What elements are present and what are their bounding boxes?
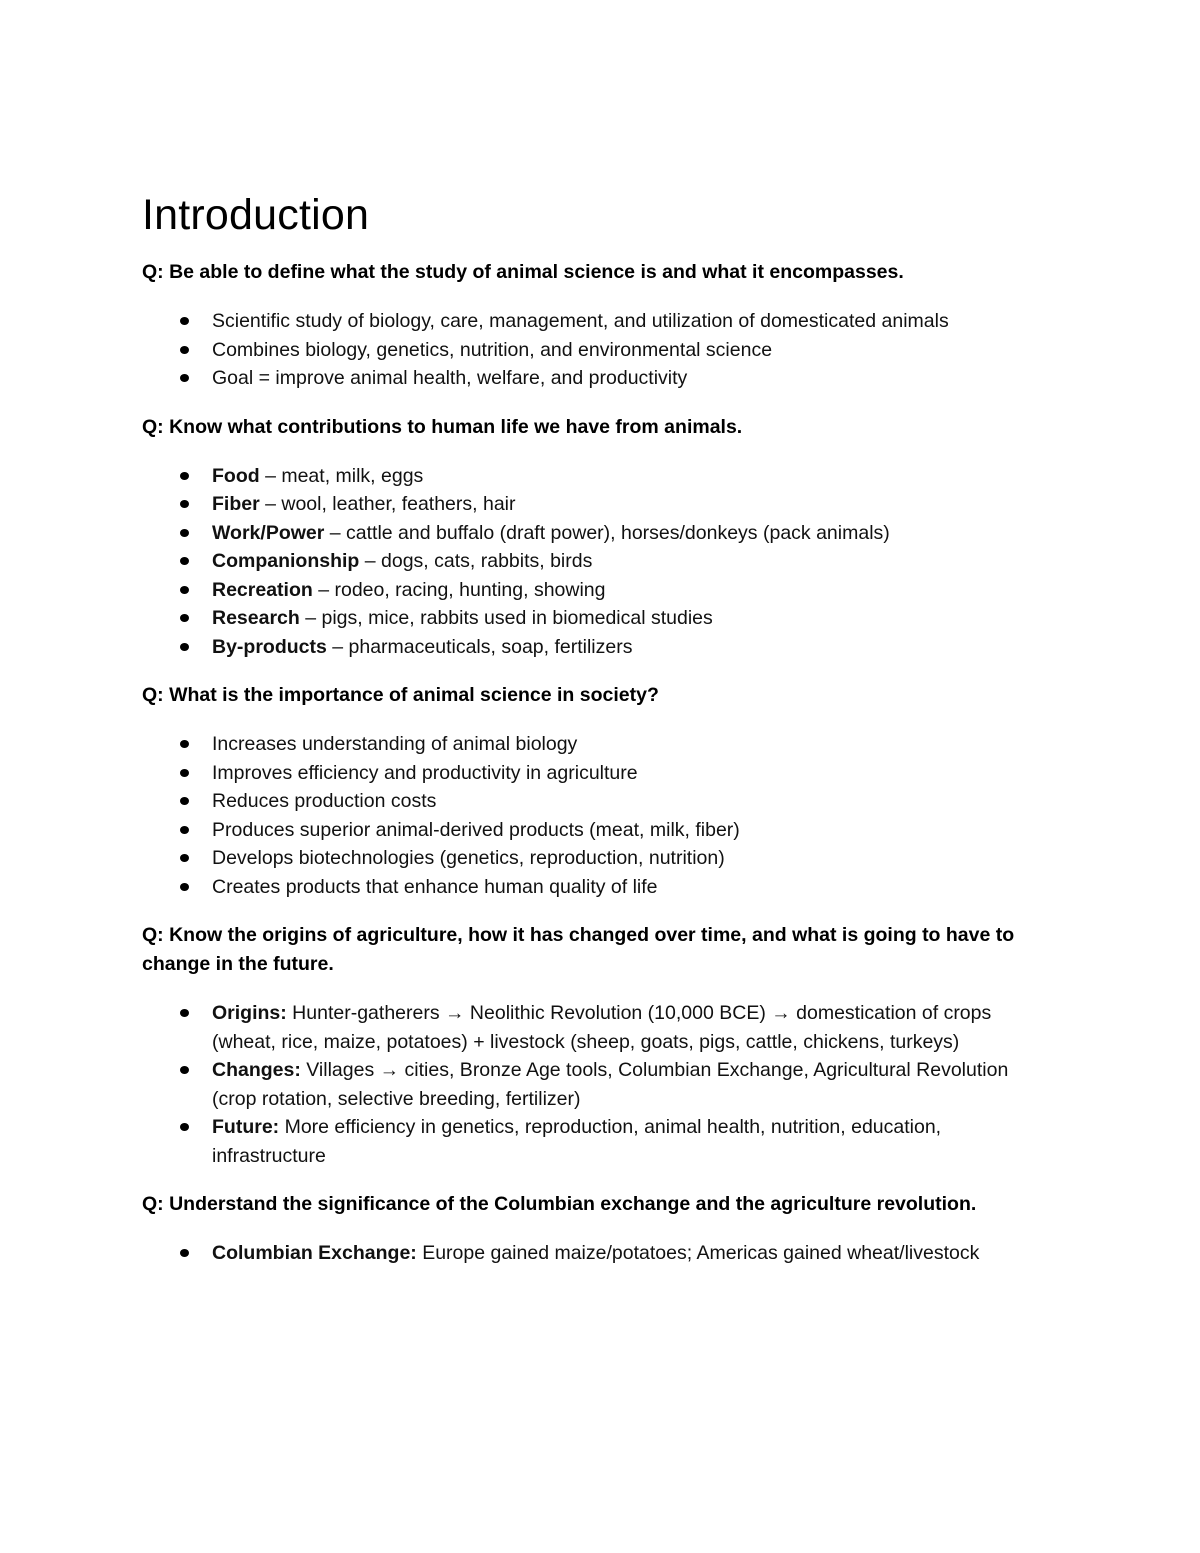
item-text: Goal = improve animal health, welfare, and productivity	[212, 367, 688, 389]
item-text: – dogs, cats, rabbits, birds	[359, 550, 593, 572]
bullet-dot-icon	[180, 586, 189, 594]
item-text: – pharmaceuticals, soap, fertilizers	[326, 635, 633, 658]
item-term: By-products	[212, 635, 327, 658]
item-term: Research	[212, 607, 300, 629]
item-text: Scientific study of biology, care, management, and utilization of domesticated animals	[212, 310, 949, 332]
item-term: Changes:	[212, 1059, 301, 1081]
bullet-dot-icon	[180, 1066, 189, 1074]
item-term: Food	[212, 464, 260, 487]
bullet-dot-icon	[180, 614, 189, 622]
page-title: Introduction	[142, 191, 370, 239]
qa-section	[142, 258, 1042, 393]
bullet-list	[142, 307, 1042, 393]
bullet-list	[142, 999, 1042, 1170]
bullet-list	[142, 730, 1042, 901]
item-text: – rodeo, racing, hunting, showing	[312, 578, 606, 601]
list-item	[142, 462, 1042, 491]
bullet-dot-icon	[180, 557, 189, 565]
item-text: – pigs, mice, rabbits used in biomedical studies	[299, 607, 713, 629]
list-item	[142, 519, 1042, 548]
item-text: Produces superior animal-derived products (meat, milk, fiber)	[212, 818, 740, 841]
list-item	[142, 730, 1042, 759]
item-text: Hunter-gatherers → Neolithic Revolution (10,000 BCE) → domestication of crops (wheat, rice, maize, potatoes) + livestock (sheep, goats, pigs, cattle, chickens, turkeys)	[212, 1002, 992, 1053]
item-text: Creates products that enhance human quality of life	[212, 875, 658, 898]
list-item	[142, 490, 1042, 519]
item-text: Increases understanding of animal biology	[212, 733, 578, 755]
bullet-dot-icon	[180, 529, 189, 537]
list-item	[142, 633, 1042, 662]
list-item	[142, 307, 1042, 336]
item-text: Villages → cities, Bronze Age tools, Columbian Exchange, Agricultural Revolution (crop rotation, selective breeding, fertilizer)	[212, 1059, 1009, 1110]
item-text: Reduces production costs	[212, 790, 437, 812]
document-page	[142, 188, 1042, 1288]
question-heading: Q: Understand the significance of the Columbian exchange and the agriculture revolution.	[142, 1193, 977, 1215]
qa-section	[142, 921, 1042, 1170]
list-item	[142, 364, 1042, 393]
item-term: Columbian Exchange:	[212, 1242, 417, 1264]
list-item	[142, 999, 1042, 1056]
bullet-dot-icon	[180, 374, 189, 382]
list-item	[142, 547, 1042, 576]
list-item	[142, 844, 1042, 873]
list-item	[142, 759, 1042, 788]
item-term: Future:	[212, 1116, 280, 1138]
item-term: Origins:	[212, 1002, 287, 1024]
bullet-dot-icon	[180, 500, 189, 508]
item-term: Work/Power	[212, 521, 325, 544]
question-heading: Q: What is the importance of animal science in society?	[142, 684, 659, 706]
item-term: Companionship	[212, 550, 360, 572]
item-text: – cattle and buffalo (draft power), horses/donkeys (pack animals)	[324, 521, 890, 544]
bullet-dot-icon	[180, 854, 189, 862]
bullet-dot-icon	[180, 1123, 189, 1131]
list-item	[142, 1239, 1042, 1268]
sections-container	[142, 258, 1042, 1268]
qa-section	[142, 413, 1042, 662]
bullet-dot-icon	[180, 740, 189, 748]
bullet-dot-icon	[180, 643, 189, 651]
bullet-list	[142, 462, 1042, 662]
bullet-dot-icon	[180, 797, 189, 805]
item-term: Fiber	[212, 493, 260, 515]
list-item	[142, 576, 1042, 605]
bullet-dot-icon	[180, 826, 189, 834]
list-item	[142, 1113, 1042, 1170]
list-item	[142, 336, 1042, 365]
item-text: More efficiency in genetics, reproduction, animal health, nutrition, education, infrastructure	[212, 1116, 942, 1167]
bullet-list	[142, 1239, 1042, 1268]
bullet-dot-icon	[180, 1249, 189, 1257]
question-heading: Q: Know the origins of agriculture, how it has changed over time, and what is going to have to change in the future.	[142, 924, 1015, 975]
item-text: Combines biology, genetics, nutrition, and environmental science	[212, 338, 773, 361]
item-text: Europe gained maize/potatoes; Americas gained wheat/livestock	[416, 1242, 980, 1264]
list-item	[142, 1056, 1042, 1113]
list-item	[142, 604, 1042, 633]
bullet-dot-icon	[180, 1009, 189, 1017]
bullet-dot-icon	[180, 317, 189, 325]
item-term: Recreation	[212, 578, 313, 601]
list-item	[142, 873, 1042, 902]
list-item	[142, 816, 1042, 845]
question-heading: Q: Know what contributions to human life we have from animals.	[142, 415, 743, 438]
item-text: Improves efficiency and productivity in agriculture	[212, 761, 638, 784]
item-text: – wool, leather, feathers, hair	[259, 493, 516, 515]
bullet-dot-icon	[180, 346, 189, 354]
question-heading: Q: Be able to define what the study of animal science is and what it encompasses.	[142, 261, 904, 283]
list-item	[142, 787, 1042, 816]
bullet-dot-icon	[180, 769, 189, 777]
qa-section	[142, 1190, 1042, 1268]
item-text: Develops biotechnologies (genetics, reproduction, nutrition)	[212, 847, 725, 869]
bullet-dot-icon	[180, 883, 189, 891]
item-text: – meat, milk, eggs	[259, 464, 424, 487]
qa-section	[142, 681, 1042, 901]
bullet-dot-icon	[180, 472, 189, 480]
